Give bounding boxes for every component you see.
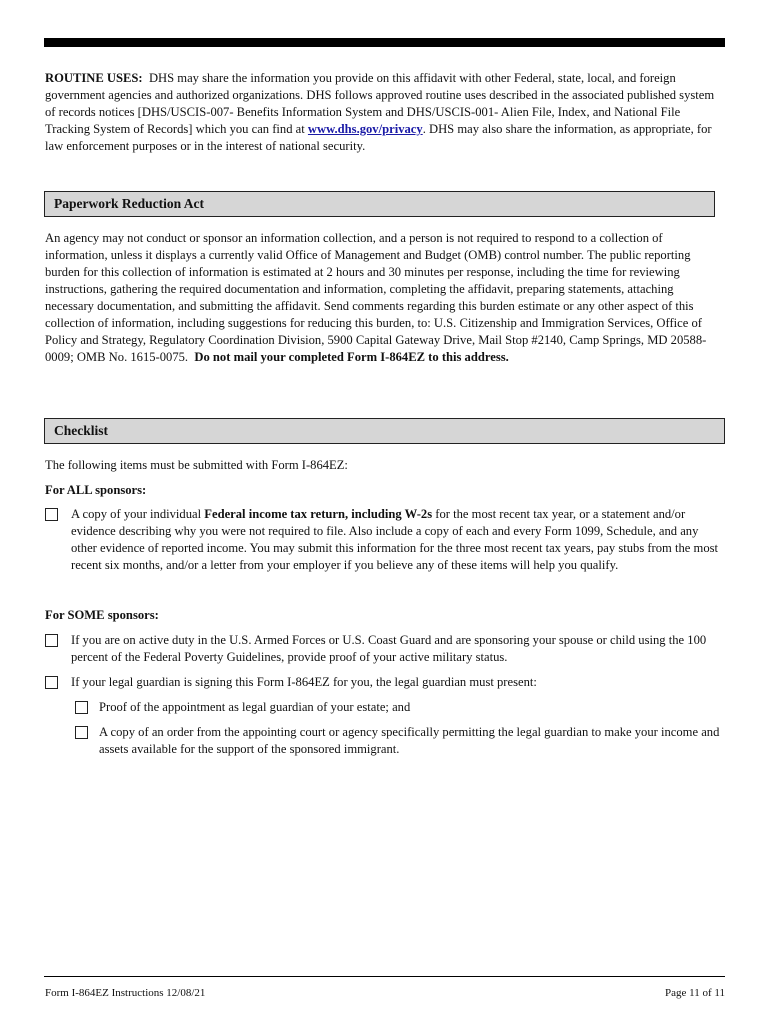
checklist-item-guardian-proof	[75, 699, 721, 716]
guardian-proof-checkbox[interactable]	[75, 701, 88, 714]
some-sponsors-heading: For SOME sponsors:	[45, 608, 159, 622]
court-order-text: A copy of an order from the appointing court or agency specifically permitting the legal guardian to make your income and assets available for the support of the sponsored immigrant.	[99, 725, 720, 756]
item1-text-start: A copy of your individual	[71, 507, 202, 521]
military-text: If you are on active duty in the U.S. Armed Forces or U.S. Coast Guard and are sponsoring your spouse or child using the 100 percent of the Federal Poverty Guidelines, provide proof of your active military status.	[71, 633, 707, 664]
guardian-proof-text: Proof of the appointment as legal guardian of your estate; and	[99, 700, 411, 714]
routine-uses-text-end: . DHS may also share the information, as appropriate, for law enforcement purposes or in the interest of national security.	[45, 122, 712, 153]
footer-rule	[44, 976, 725, 977]
checklist-item-tax-return	[45, 506, 721, 574]
paperwork-heading: Paperwork Reduction Act	[44, 191, 715, 217]
checklist-item-guardian	[45, 674, 721, 691]
checklist-heading: Checklist	[44, 418, 725, 444]
paperwork-bold-text: Do not mail your completed Form I-864EZ to this address.	[194, 350, 509, 364]
military-checkbox[interactable]	[45, 634, 58, 647]
item1-text-end: for the most recent tax year, or a statement and/or evidence describing why you were not required to file. Also include a copy of each and every Form 1099, Schedule, and any other evidence of reported income. You may submit this information for the three most recent tax years, pay stubs from the most recent six months, and/or a letter from your employer if you believe any of these items will help you qualify.	[71, 507, 719, 572]
paperwork-text: An agency may not conduct or sponsor an information collection, and a person is not required to respond to a collection of information, unless it displays a currently valid Office of Management and Budget (OMB) control number. The public reporting burden for this collection of information is estimated at 2 hours and 30 minutes per response, including the time for reviewing instructions, gathering the required documentation and information, completing the affidavit, preparing statements, attaching necessary documentation, and submitting the affidavit. Send comments regarding this burden estimate or any other aspect of this collection of information, including suggestions for reducing this burden, to: U.S. Citizenship and Immigration Services, Office of Policy and Strategy, Regulatory Coordination Division, 5900 Capital Gateway Drive, Mail Stop #2140, Camp Springs, MD 20588-0009; OMB No. 1615-0075.	[45, 231, 707, 364]
checklist-intro: The following items must be submitted with Form I-864EZ:	[45, 458, 348, 472]
all-sponsors-heading: For ALL sponsors:	[45, 483, 147, 497]
item1-bold: Federal income tax return, including W-2s	[204, 507, 433, 521]
tax-return-checkbox[interactable]	[45, 508, 58, 521]
checklist-item-court-order	[75, 724, 721, 758]
routine-uses-label: ROUTINE USES:	[45, 71, 143, 85]
paperwork-paragraph	[45, 230, 721, 366]
guardian-checkbox[interactable]	[45, 676, 58, 689]
court-order-checkbox[interactable]	[75, 726, 88, 739]
footer-form-id: Form I-864EZ Instructions 12/08/21	[45, 987, 206, 999]
top-rule	[44, 38, 725, 47]
tax-return-text	[71, 506, 721, 574]
footer-page-number: Page 11 of 11	[665, 987, 725, 999]
privacy-link[interactable]: www.dhs.gov/privacy	[307, 122, 423, 136]
guardian-text: If your legal guardian is signing this Form I-864EZ for you, the legal guardian must present:	[71, 675, 537, 689]
routine-uses-paragraph	[45, 70, 721, 155]
routine-uses-text: DHS may share the information you provide on this affidavit with other Federal, state, local, and foreign government agencies and authorized organizations. DHS follows approved routine uses described in the associated published system of records notices [DHS/USCIS-007- Benefits Information System and DHS/USCIS-001- Alien File, Index, and National File Tracking System of Records] which you can find at	[45, 71, 715, 136]
checklist-item-military	[45, 632, 721, 666]
